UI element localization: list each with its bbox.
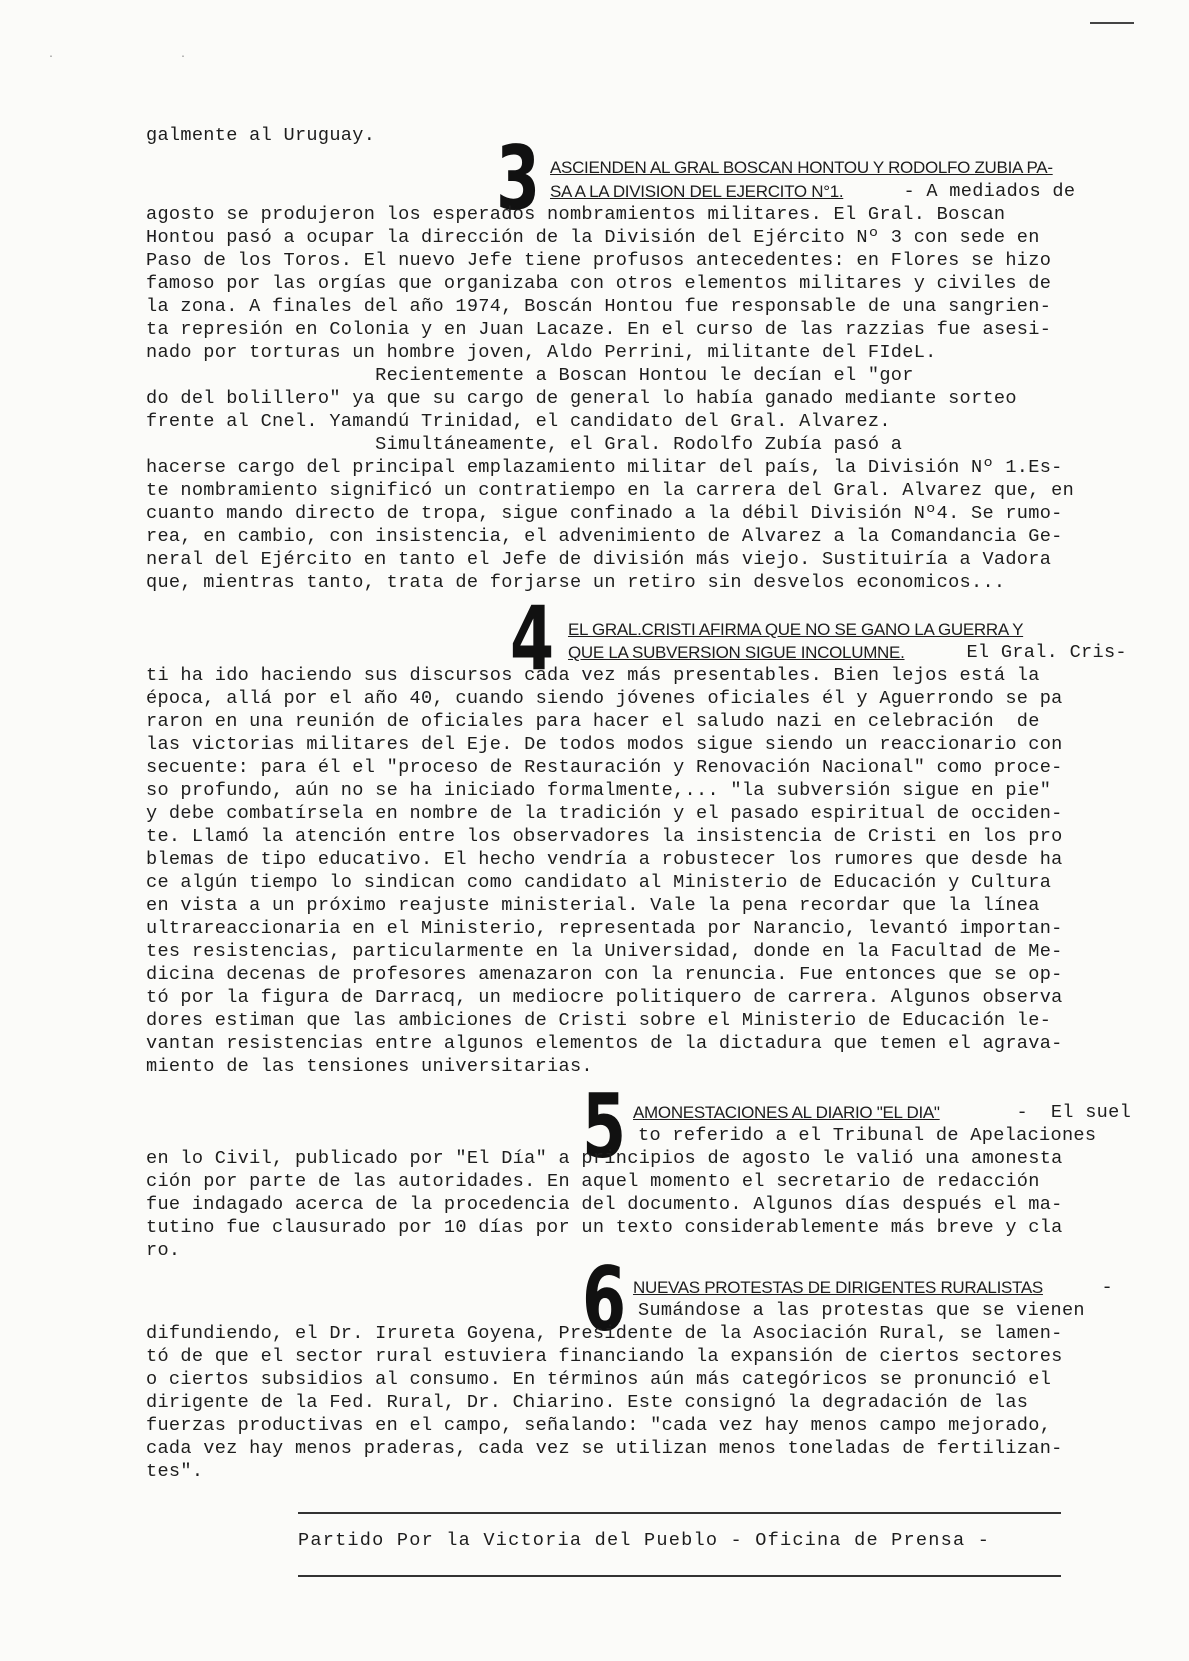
text-line: tes". (146, 1461, 204, 1482)
text-line: tó de que el sector rural estuviera financiando la expansión de ciertos sectores (146, 1346, 1063, 1367)
text-line: rea, en cambio, con insistencia, el advenimiento de Alvarez a la Comandancia Ge- (146, 526, 1063, 547)
text-line: to referido a el Tribunal de Apelaciones (638, 1125, 1097, 1146)
section-4-headline: QUE LA SUBVERSION SIGUE INCOLUMNE. (568, 643, 905, 662)
text-line: en vista a un próximo reajuste ministerial. Vale la pena recordar que la línea (146, 895, 1040, 916)
text-line: tó por la figura de Darracq, un mediocre politiquero de carrera. Algunos observa (146, 987, 1063, 1008)
text-line: ta represión en Colonia y en Juan Lacaze. En el curso de las razzias fue asesi- (146, 319, 1052, 340)
text-line: so profundo, aún no se ha iniciado formalmente,... "la subversión sigue en pie" (146, 780, 1052, 801)
text-line: dirigente de la Fed. Rural, Dr. Chiarino. Este consignó la degradación de las (146, 1392, 1029, 1413)
section-number-6: 6 (582, 1248, 627, 1351)
section-4-headline: EL GRAL.CRISTI AFIRMA QUE NO SE GANO LA GUERRA Y (568, 620, 1024, 639)
text-line: te nombramiento significó un contratiempo en la carrera del Gral. Alvarez que, en (146, 480, 1075, 501)
text-line: vantan resistencias entre algunos elementos de la dictadura que temen el agrava- (146, 1033, 1063, 1054)
text-line: te. Llamó la atención entre los observadores la insistencia de Cristi en los pro (146, 826, 1063, 847)
text-line: ce algún tiempo lo sindican como candidato al Ministerio de Educación y Cultura (146, 872, 1052, 893)
text-line: do del bolillero" ya que su cargo de general lo había ganado mediante sorteo (146, 388, 1017, 409)
text-line: Sumándose a las protestas que se vienen (638, 1300, 1085, 1321)
text-line: ultrareaccionaria en el Ministerio, representada por Narancio, levantó importan- (146, 918, 1063, 939)
text-line: cuanto mando directo de tropa, sigue confinado a la débil División Nº4. Se rumo- (146, 503, 1063, 524)
text-line: blemas de tipo educativo. El hecho vendría a robustecer los rumores que desde ha (146, 849, 1063, 870)
footer-text: Partido Por la Victoria del Pueblo - Oficina de Prensa - (298, 1530, 991, 1551)
text-line: neral del Ejército en tanto el Jefe de división más viejo. Sustituiría a Vadora (146, 549, 1052, 570)
text-line: frente al Cnel. Yamandú Trinidad, el candidato del Gral. Alvarez. (146, 411, 891, 432)
text-line: ti ha ido haciendo sus discursos cada vez más presentables. Bien lejos está la (146, 665, 1040, 686)
text-line: época, allá por el año 40, cuando siendo jóvenes oficiales él y Aguerrondo se pa (146, 688, 1063, 709)
text-line: famoso por las orgías que organizaba con otros elementos militares y civiles de (146, 273, 1052, 294)
text-line: las victorias militares del Eje. De todos modos sigue siendo un reaccionario con (146, 734, 1063, 755)
text-line: El Gral. Cris- (955, 642, 1127, 663)
text-line: fuerzas productivas en el campo, señalando: "cada vez hay menos campo mejorado, (146, 1415, 1052, 1436)
text-line: - (1090, 1277, 1113, 1298)
footer-bottom-rule (298, 1575, 1061, 1577)
text-line: cada vez hay menos praderas, cada vez se utilizan menos toneladas de fertilizan- (146, 1438, 1063, 1459)
text-line: dores estiman que las ambiciones de Cristi sobre el Ministerio de Educación le- (146, 1010, 1052, 1031)
text-line: ro. (146, 1240, 181, 1261)
text-line: la zona. A finales del año 1974, Boscán Hontou fue responsable de una sangrien- (146, 296, 1052, 317)
text-line: dicina decenas de profesores amenazaron con la renuncia. Fue entonces que se op- (146, 964, 1063, 985)
text-line: secuente: para él el "proceso de Restauración y Renovación Nacional" como proce- (146, 757, 1063, 778)
text-line: tutino fue clausurado por 10 días por un texto considerablemente más breve y cla (146, 1217, 1063, 1238)
text-line: fue indagado acerca de la procedencia del documento. Algunos días después el ma- (146, 1194, 1063, 1215)
section-number-4: 4 (510, 587, 555, 690)
section-number-3: 3 (496, 127, 541, 230)
text-line: galmente al Uruguay. (146, 125, 376, 146)
text-line: Hontou pasó a ocupar la dirección de la División del Ejército Nº 3 con sede en (146, 227, 1040, 248)
text-line: y debe combatírsela en nombre de la tradición y el pasado espiritual de occiden- (146, 803, 1063, 824)
footer-top-rule (298, 1512, 1061, 1514)
text-line: que, mientras tanto, trata de forjarse un retiro sin desvelos economicos... (146, 572, 1006, 593)
text-line: raron en una reunión de oficiales para hacer el saludo nazi en celebración de (146, 711, 1040, 732)
section-5-headline: AMONESTACIONES AL DIARIO "EL DIA" (633, 1103, 940, 1122)
section-3-headline: ASCIENDEN AL GRAL BOSCAN HONTOU Y RODOLFO ZUBIA PA- (550, 158, 1053, 177)
text-line: - A mediados de (892, 181, 1076, 202)
text-line: en lo Civil, publicado por "El Día" a principios de agosto le valió una amonesta (146, 1148, 1063, 1169)
text-line: hacerse cargo del principal emplazamiento militar del país, la División Nº 1.Es- (146, 457, 1063, 478)
text-line: Simultáneamente, el Gral. Rodolfo Zubía pasó a (146, 434, 903, 455)
text-line: difundiendo, el Dr. Irureta Goyena, Presidente de la Asociación Rural, se lamen- (146, 1323, 1063, 1344)
text-line: nado por torturas un hombre joven, Aldo Perrini, militante del FIdeL. (146, 342, 937, 363)
text-line: Recientemente a Boscan Hontou le decían el "gor (146, 365, 914, 386)
section-3-headline: SA A LA DIVISION DEL EJERCITO N°1. (550, 182, 844, 201)
text-line: agosto se produjeron los esperados nombramientos militares. El Gral. Boscan (146, 204, 1006, 225)
text-line: miento de las tensiones universitarias. (146, 1056, 593, 1077)
top-rule (1090, 22, 1134, 24)
text-line: - El suel (1005, 1102, 1132, 1123)
text-line: tes resistencias, particularmente en la Universidad, donde en la Facultad de Me- (146, 941, 1063, 962)
section-6-headline: NUEVAS PROTESTAS DE DIRIGENTES RURALISTAS (633, 1278, 1043, 1297)
text-line: o ciertos subsidios al consumo. En términos aún más categóricos se pronunció el (146, 1369, 1052, 1390)
scan-specks: · · (48, 52, 247, 63)
text-line: Paso de los Toros. El nuevo Jefe tiene profusos antecedentes: en Flores se hizo (146, 250, 1052, 271)
section-number-5: 5 (582, 1075, 627, 1178)
text-line: ción por parte de las autoridades. En aquel momento el secretario de redacción (146, 1171, 1040, 1192)
